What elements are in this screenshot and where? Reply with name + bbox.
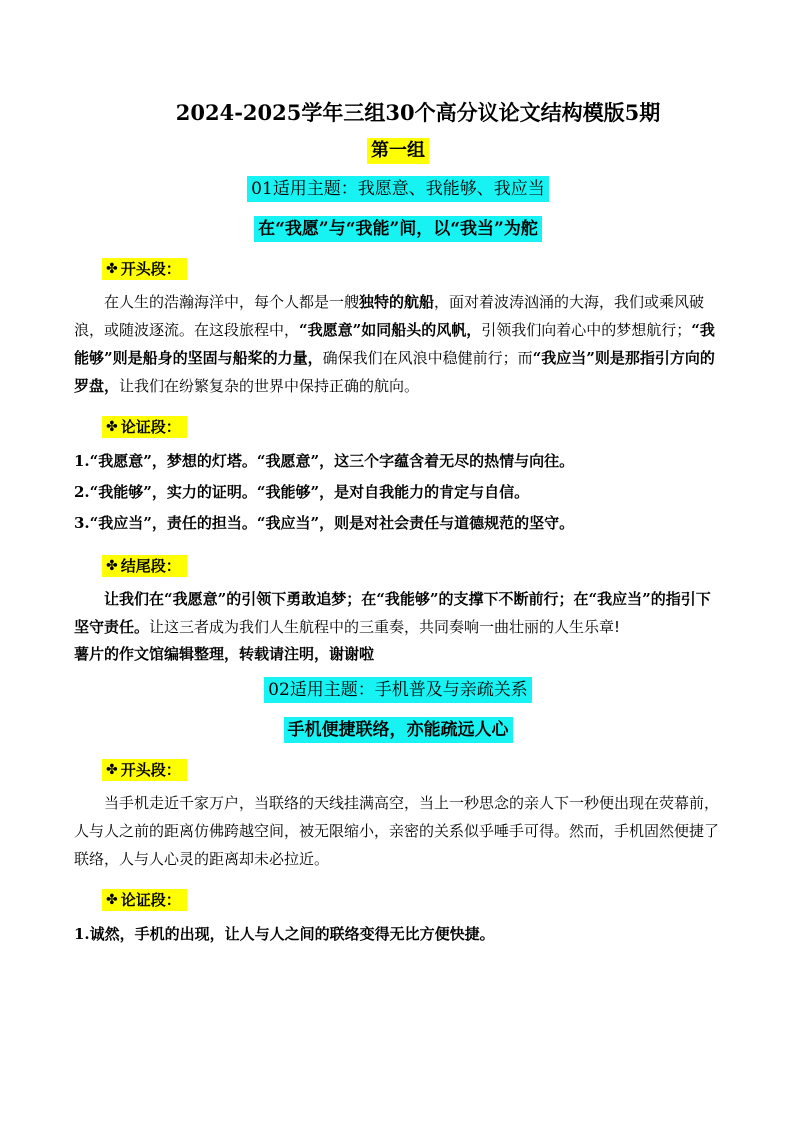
section-1-theme-wrap [74, 176, 722, 202]
section-2-argument-label [102, 889, 187, 911]
opening-label-text: 开头段： [120, 260, 181, 278]
section-2-opening-label [102, 759, 187, 781]
argument-item: 1.“我愿意”，梦想的灯塔。“我愿意”，这三个字蕴含着无尽的热情与向往。 [74, 452, 575, 470]
section-1-argument-label [102, 416, 187, 438]
section-1-opening-paragraph [74, 288, 722, 400]
bold-run: 独特的航船 [359, 293, 435, 311]
section-2-theme-wrap [74, 677, 722, 703]
section-1-argument-label-wrap [102, 416, 722, 438]
bold-run: “我能够”则是船身的坚固与船桨的力量， [74, 321, 715, 367]
section-1-opening-label [102, 258, 187, 280]
section-1-theme-text: 适用主题：我愿意、我能够、我应当 [272, 179, 545, 199]
opening-label-text: 开头段： [120, 761, 181, 779]
section-2-argument-list [74, 919, 722, 950]
group-heading-wrap [74, 138, 722, 164]
argument-label-text: 论证段： [120, 418, 181, 436]
sparkle-icon: ✤ [106, 261, 118, 277]
document-title: 2024-2025学年三组30个高分议论文结构模版5期 [175, 100, 661, 125]
argument-item: 3.“我应当”，责任的担当。“我应当”，则是对社会责任与道德规范的坚守。 [74, 514, 575, 532]
text-run: 引领我们向着心中的梦想航行； [481, 321, 692, 339]
text-run: ，面对着波涛汹涌的大海，我们或乘风破浪，或随波逐流。在这段旅程中， [74, 293, 705, 339]
section-1-closing-label-wrap [102, 555, 722, 577]
section-2-opening-label-wrap [102, 759, 722, 781]
text-run: 让我们在纷繁复杂的世界中保持正确的航向。 [119, 377, 420, 395]
section-2-subtitle: 手机便捷联络，亦能疏远人心 [284, 717, 513, 743]
section-2-number: 02 [268, 680, 290, 700]
text-run: 让这三者成为我们人生航程中的三重奏，共同奏响一曲壮丽的人生乐章! [149, 618, 621, 636]
section-1-number: 01 [251, 179, 273, 199]
section-1-opening-label-wrap [102, 258, 722, 280]
argument-item: 1.诚然，手机的出现，让人与人之间的联络变得无比方便快捷。 [74, 925, 495, 943]
sparkle-icon: ✤ [106, 892, 118, 908]
section-2-opening-paragraph: 当手机走近千家万户，当联络的天线挂满高空，当上一秒思念的亲人下一秒便出现在荧幕前，人与人之前的距离仿佛跨越空间，被无限缩小，亲密的关系似乎唾手可得。然而，手机固然便捷了联络，人与人心灵的距离却未必拉近。 [74, 794, 720, 868]
section-1-subtitle-wrap [74, 216, 722, 242]
closing-label-text: 结尾段： [120, 557, 181, 575]
argument-item: 2.“我能够”，实力的证明。“我能够”，是对自我能力的肯定与自信。 [74, 483, 530, 501]
group-heading: 第一组 [367, 138, 429, 164]
section-1-closing-paragraph [74, 585, 722, 641]
section-1-subtitle: 在“我愿”与“我能”间，以“我当”为舵 [254, 216, 542, 242]
section-1-theme [247, 176, 549, 202]
bold-run: 让我们在“我愿意”的引领下勇敢追梦；在“我能够”的支撑下不断前行；在“我应当”的指引下坚守责任。 [74, 590, 711, 636]
section-1-closing-label [102, 555, 187, 577]
bold-run: “我愿意”如同船头的风帆， [299, 321, 482, 339]
section-2-subtitle-wrap [74, 717, 722, 743]
editor-note: 薯片的作文馆编辑整理，转载请注明，谢谢啦 [74, 645, 375, 663]
sparkle-icon: ✤ [106, 762, 118, 778]
argument-label-text: 论证段： [120, 891, 181, 909]
text-run: 在人生的浩瀚海洋中，每个人都是一艘 [104, 293, 360, 311]
bold-run: “我应当”则是那指引方向的罗盘， [74, 349, 715, 395]
section-2-theme-text: 适用主题：手机普及与亲疏关系 [289, 680, 528, 700]
section-2-theme [264, 677, 532, 703]
sparkle-icon: ✤ [106, 419, 118, 435]
document-content [74, 98, 722, 950]
section-2-argument-label-wrap [102, 889, 722, 911]
text-run: 确保我们在风浪中稳健前行；而 [322, 349, 533, 367]
sparkle-icon: ✤ [106, 558, 118, 574]
section-1-argument-list [74, 446, 722, 539]
